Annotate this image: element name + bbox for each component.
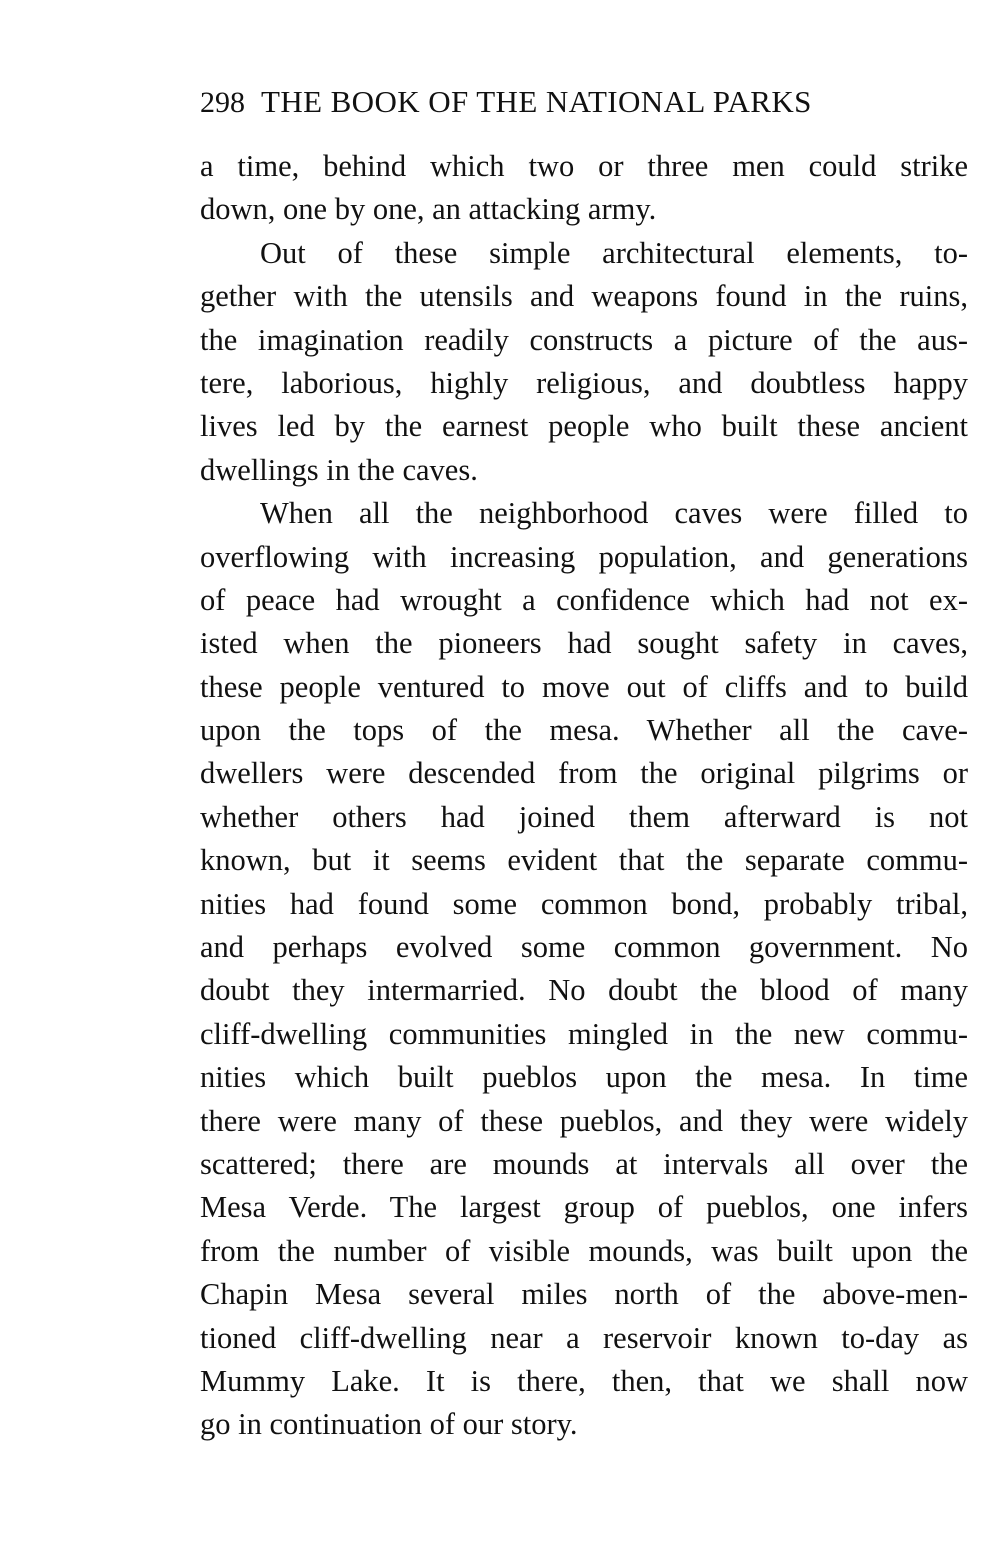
text-line: overflowing with increasing population, and generations <box>200 539 968 574</box>
text-line: from the number of visible mounds, was built upon the <box>200 1233 968 1268</box>
text-line: Mummy Lake. It is there, then, that we shall now <box>200 1363 968 1398</box>
text-line: there were many of these pueblos, and they were widely <box>200 1103 968 1138</box>
text-line: doubt they intermarried. No doubt the blood of many <box>200 973 968 1008</box>
text-line: go in continuation of our story. <box>200 1407 578 1442</box>
text-line: nities which built pueblos upon the mesa. In time <box>200 1060 968 1095</box>
text-line: dwellers were descended from the original pilgrims or <box>200 756 968 791</box>
running-title: THE BOOK OF THE NATIONAL PARKS <box>261 84 812 119</box>
text-line: Mesa Verde. The largest group of pueblos, one infers <box>200 1190 968 1225</box>
text-line: Out of these simple architectural elements, to- <box>260 235 968 270</box>
text-line: tere, laborious, highly religious, and doubtless happy <box>200 365 968 400</box>
text-line: the imagination readily constructs a picture of the aus- <box>200 322 968 357</box>
text-line: and perhaps evolved some common government. No <box>200 930 968 965</box>
running-head <box>200 84 940 134</box>
text-line: a time, behind which two or three men could strike <box>200 149 968 183</box>
text-line: of peace had wrought a confidence which had not ex- <box>200 582 968 617</box>
text-line: upon the tops of the mesa. Whether all the cave- <box>200 713 968 748</box>
text-line: cliff-dwelling communities mingled in the new commu- <box>200 1016 968 1051</box>
text-line: dwellings in the caves. <box>200 452 478 487</box>
text-line: down, one by one, an attacking army. <box>200 192 657 227</box>
text-line: isted when the pioneers had sought safety in caves, <box>200 626 968 661</box>
text-line: Chapin Mesa several miles north of the above-men- <box>200 1277 968 1312</box>
text-line: tioned cliff-dwelling near a reservoir known to-day as <box>200 1320 968 1355</box>
text-line: these people ventured to move out of cliffs and to build <box>200 669 968 704</box>
text-line: When all the neighborhood caves were filled to <box>260 496 968 531</box>
text-line: lives led by the earnest people who built these ancient <box>200 409 968 444</box>
text-line: scattered; there are mounds at intervals all over the <box>200 1146 968 1181</box>
text-line: nities had found some common bond, probably tribal, <box>200 886 968 921</box>
text-line: gether with the utensils and weapons found in the ruins, <box>200 279 968 314</box>
text-line: known, but it seems evident that the separate commu- <box>200 843 968 878</box>
page-number: 298 <box>200 86 245 119</box>
text-line: whether others had joined them afterward is not <box>200 799 968 834</box>
body-text <box>200 145 968 1447</box>
